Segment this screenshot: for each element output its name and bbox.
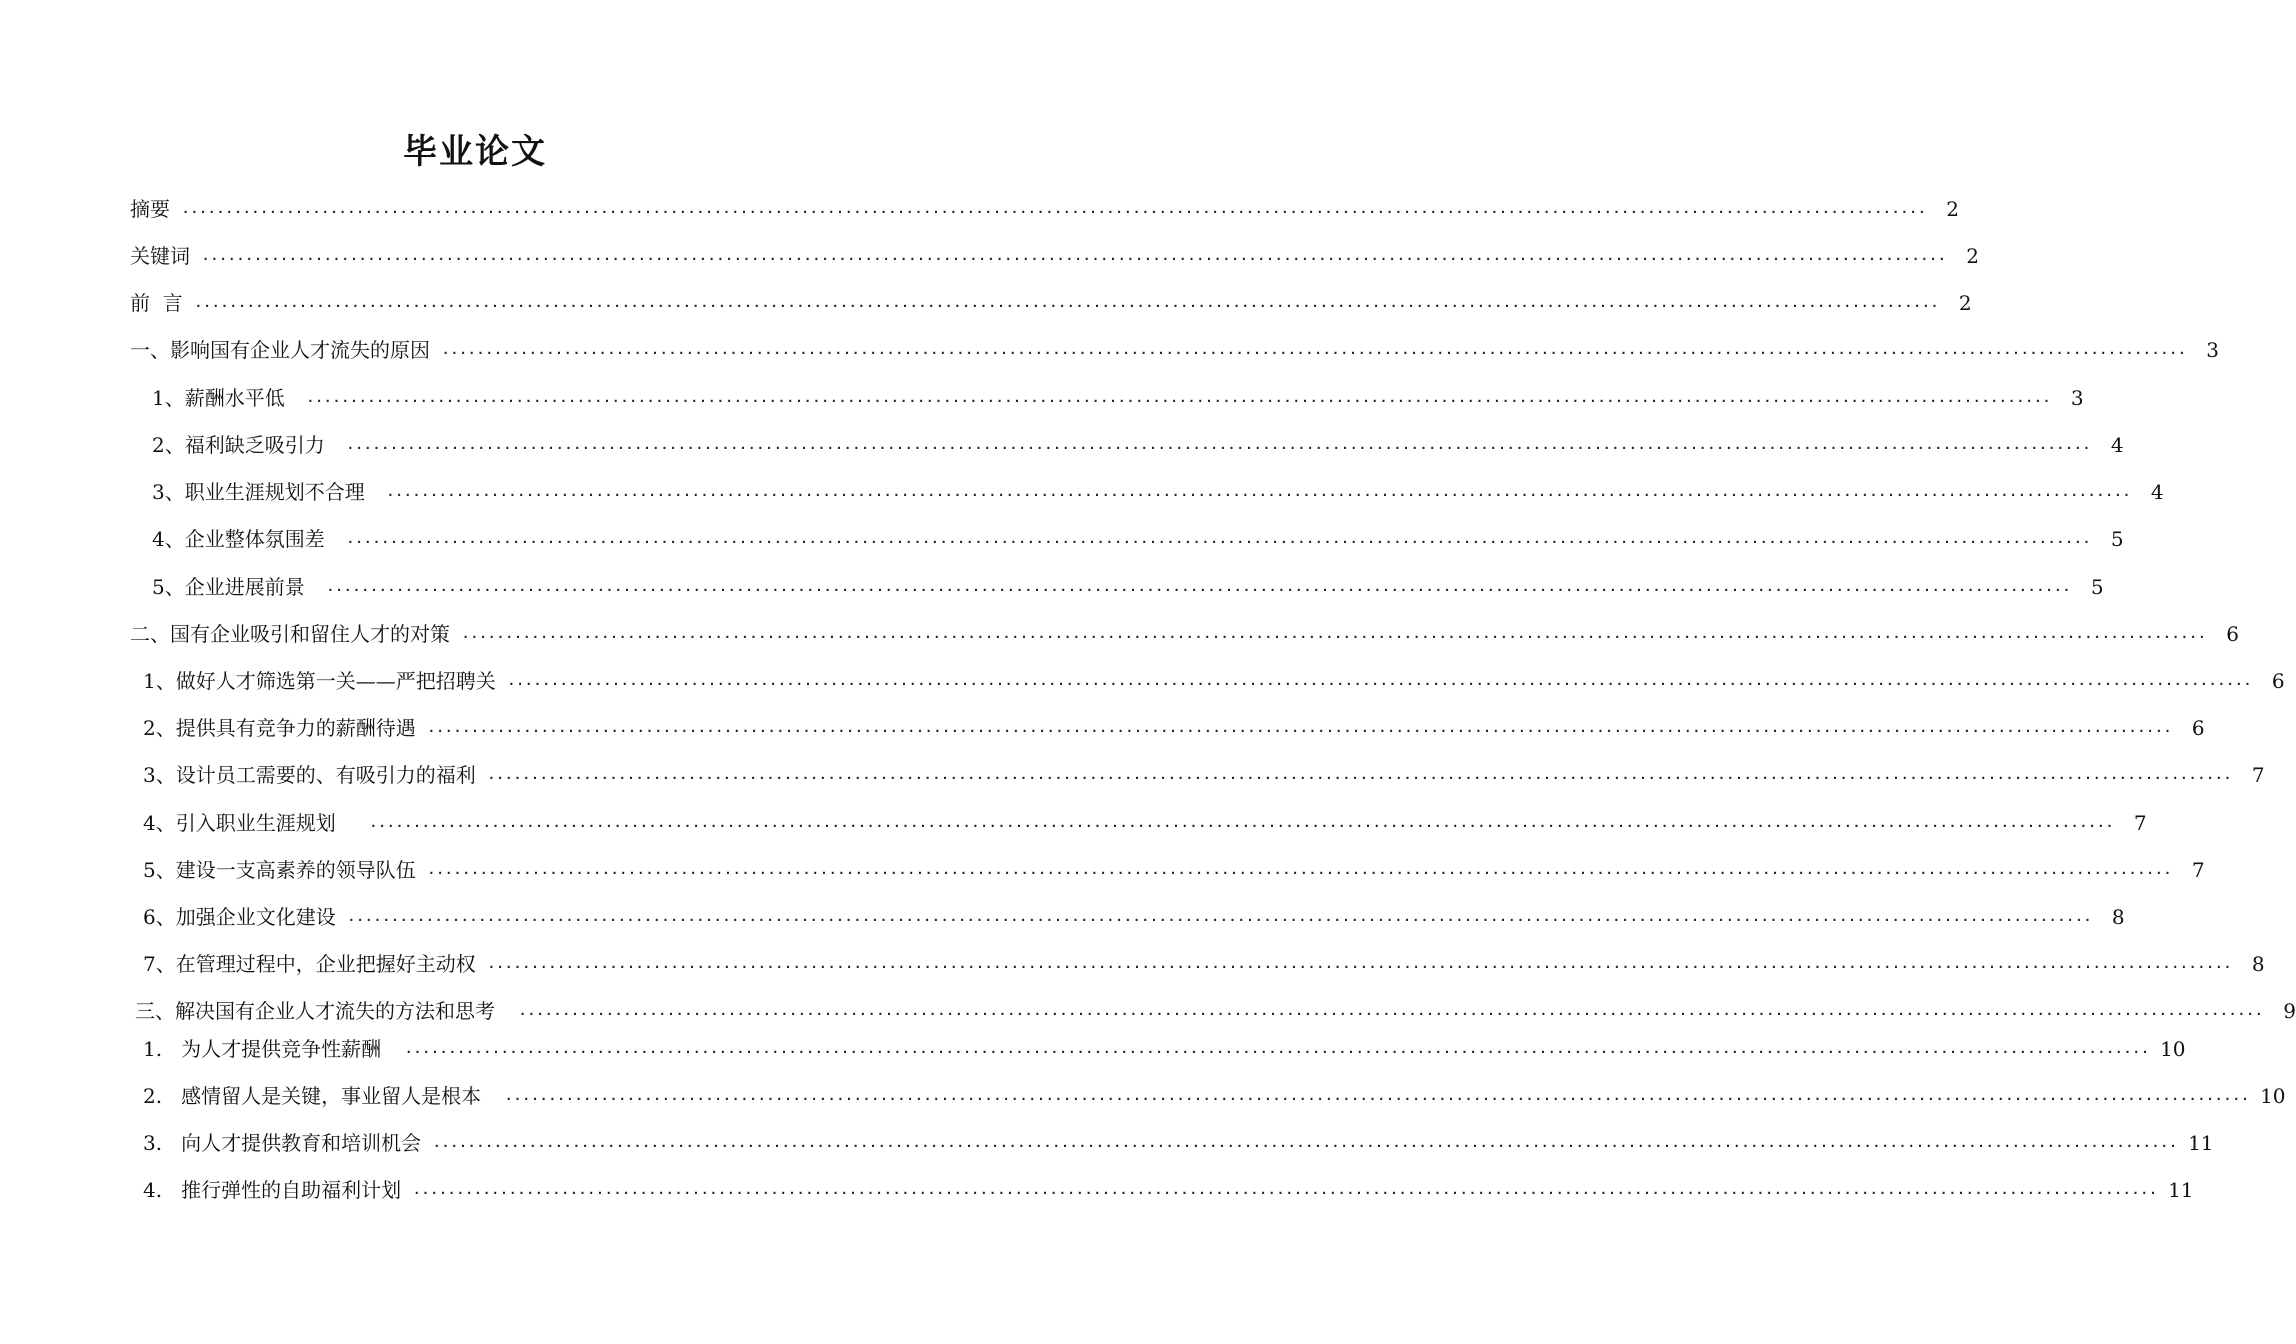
toc-leader: ········································································································································································································ bbox=[346, 535, 2092, 549]
toc-page-number: 10 bbox=[2260, 1084, 2286, 1108]
toc-page-number: 6 bbox=[2191, 716, 2205, 740]
toc-leader: ········································································································································································································ bbox=[386, 488, 2132, 502]
toc-leader: ········································································································································································································ bbox=[487, 771, 2233, 785]
toc-row bbox=[152, 574, 2104, 603]
toc-leader: ········································································································································································································ bbox=[505, 1092, 2251, 1106]
toc-label: 关键词 bbox=[130, 244, 190, 268]
toc-row bbox=[143, 1130, 2214, 1159]
toc-page-number: 7 bbox=[2251, 763, 2265, 787]
toc-row bbox=[152, 432, 2124, 461]
toc-leader: ········································································································································································································ bbox=[202, 252, 1947, 266]
toc-label: 4、引入职业生涯规划 bbox=[143, 811, 336, 835]
toc-row bbox=[130, 290, 1972, 319]
toc-label: 4、企业整体氛围差 bbox=[152, 527, 325, 551]
toc-leader: ········································································································································································································ bbox=[405, 1045, 2151, 1059]
toc-page-number: 6 bbox=[2271, 669, 2285, 693]
toc-leader: ········································································································································································································ bbox=[326, 583, 2072, 597]
toc-leader: ········································································································································································································ bbox=[347, 913, 2093, 927]
toc-row bbox=[130, 621, 2239, 650]
toc-label: 1、做好人才筛选第一关——严把招聘关 bbox=[143, 669, 496, 693]
toc-page-number: 8 bbox=[2111, 905, 2125, 929]
toc-leader: ········································································································································································································ bbox=[369, 819, 2115, 833]
toc-label: 摘要 bbox=[130, 197, 170, 221]
toc-leader: ········································································································································································································ bbox=[433, 1139, 2179, 1153]
toc-leader: ········································································································································································································ bbox=[194, 299, 1940, 313]
toc-label: 前 言 bbox=[130, 291, 183, 315]
toc-page-number: 10 bbox=[2160, 1037, 2186, 1061]
toc-page-number: 4 bbox=[2150, 480, 2164, 504]
toc-row bbox=[143, 857, 2205, 886]
toc-label: 2. 感情留人是关键，事业留人是根本 bbox=[143, 1084, 482, 1108]
toc-page-number: 3 bbox=[2206, 338, 2219, 362]
toc-label: 1. 为人才提供竞争性薪酬 bbox=[143, 1037, 382, 1061]
toc-label: 三、解决国有企业人才流失的方法和思考 bbox=[135, 999, 495, 1023]
toc-row bbox=[143, 951, 2265, 980]
toc-leader: ········································································································································································································ bbox=[507, 677, 2253, 691]
toc-row bbox=[152, 526, 2124, 555]
toc-row bbox=[143, 810, 2147, 839]
toc-page-number: 8 bbox=[2251, 952, 2265, 976]
toc-page-number: 7 bbox=[2191, 858, 2205, 882]
toc-label: 6、加强企业文化建设 bbox=[143, 905, 336, 929]
toc-page-number: 7 bbox=[2133, 811, 2147, 835]
toc-page-number: 4 bbox=[2110, 433, 2124, 457]
toc-label: 2、提供具有竞争力的薪酬待遇 bbox=[143, 716, 416, 740]
toc-row bbox=[143, 1036, 2186, 1065]
toc-leader: ········································································································································································································ bbox=[182, 205, 1927, 219]
toc-row bbox=[143, 1083, 2286, 1112]
toc-label: 5、建设一支高素养的领导队伍 bbox=[143, 858, 416, 882]
toc-leader: ········································································································································································································ bbox=[427, 724, 2173, 738]
toc-leader: ········································································································································································································ bbox=[346, 441, 2092, 455]
toc-page-number: 2 bbox=[1946, 197, 1959, 221]
toc-page-number: 5 bbox=[2110, 527, 2124, 551]
toc-label: 1、薪酬水平低 bbox=[152, 386, 285, 410]
toc-leader: ········································································································································································································ bbox=[519, 1007, 2264, 1021]
toc-leader: ········································································································································································································ bbox=[487, 960, 2233, 974]
toc-row bbox=[152, 385, 2084, 414]
toc-leader: ········································································································································································································ bbox=[462, 630, 2207, 644]
toc-row bbox=[143, 904, 2125, 933]
toc-row bbox=[130, 337, 2219, 366]
toc-label: 2、福利缺乏吸引力 bbox=[152, 433, 325, 457]
toc-leader: ········································································································································································································ bbox=[413, 1186, 2159, 1200]
toc-row bbox=[152, 479, 2164, 508]
toc-label: 一、影响国有企业人才流失的原因 bbox=[130, 338, 430, 362]
toc-page-number: 11 bbox=[2168, 1178, 2194, 1202]
page-title: 毕业论文 bbox=[403, 132, 547, 172]
toc-row bbox=[143, 1177, 2194, 1206]
toc-label: 7、在管理过程中，企业把握好主动权 bbox=[143, 952, 476, 976]
toc-page-number: 11 bbox=[2188, 1131, 2214, 1155]
toc-label: 4. 推行弹性的自助福利计划 bbox=[143, 1178, 402, 1202]
toc-page-number: 9 bbox=[2283, 999, 2296, 1023]
toc-label: 3. 向人才提供教育和培训机会 bbox=[143, 1131, 422, 1155]
toc-page-number: 2 bbox=[1966, 244, 1979, 268]
toc-row bbox=[143, 668, 2285, 697]
toc-page-number: 5 bbox=[2090, 575, 2104, 599]
toc-label: 3、设计员工需要的、有吸引力的福利 bbox=[143, 763, 476, 787]
toc-row bbox=[143, 715, 2205, 744]
toc-row bbox=[130, 243, 1979, 272]
toc-row bbox=[135, 998, 2296, 1027]
toc-leader: ········································································································································································································ bbox=[442, 346, 2187, 360]
toc-label: 3、职业生涯规划不合理 bbox=[152, 480, 365, 504]
toc-row bbox=[130, 196, 1959, 225]
toc-row bbox=[143, 762, 2265, 791]
toc-label: 5、企业进展前景 bbox=[152, 575, 305, 599]
toc-label: 二、国有企业吸引和留住人才的对策 bbox=[130, 622, 450, 646]
toc-leader: ········································································································································································································ bbox=[306, 394, 2052, 408]
toc-page-number: 2 bbox=[1958, 291, 1972, 315]
toc-leader: ········································································································································································································ bbox=[427, 866, 2173, 880]
toc-page-number: 6 bbox=[2226, 622, 2239, 646]
toc-page-number: 3 bbox=[2070, 386, 2084, 410]
